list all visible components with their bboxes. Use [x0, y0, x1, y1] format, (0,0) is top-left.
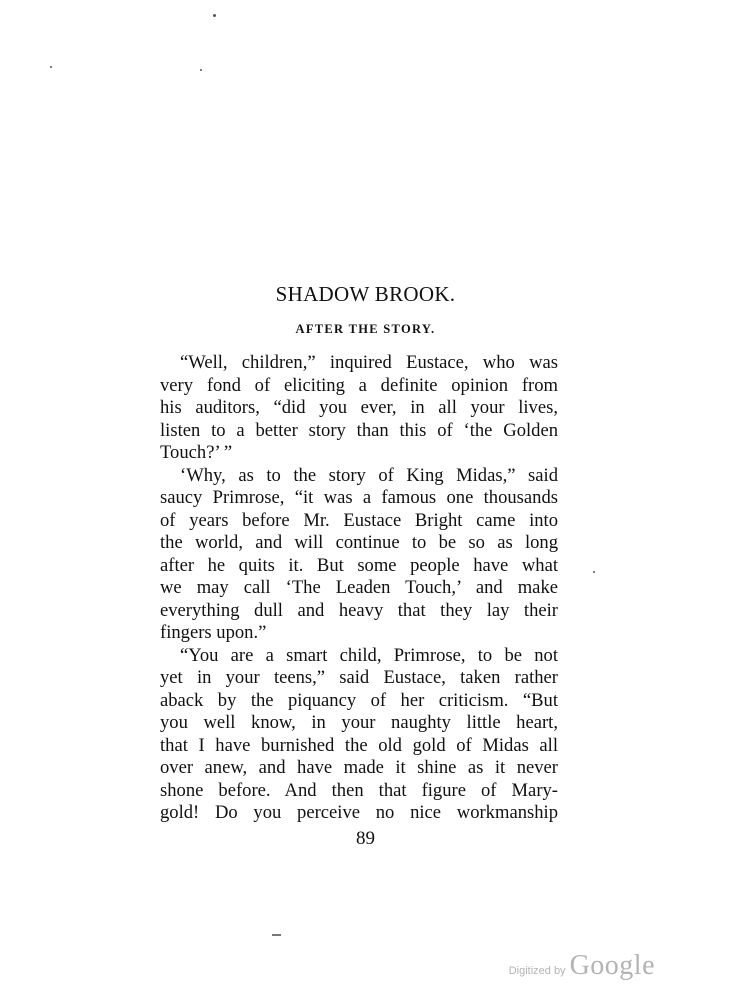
scan-speck — [593, 571, 595, 573]
text-line: of years before Mr. Eustace Bright came into — [160, 509, 558, 531]
text-line: saucy Primrose, “it was a famous one thousands — [160, 487, 558, 508]
page-number: 89 — [356, 828, 375, 849]
text-line: we may call ‘The Leaden Touch,’ and make — [160, 577, 558, 598]
text-line: you well know, in your naughty little heart, — [160, 712, 558, 733]
text-line: his auditors, “did you ever, in all your lives, — [160, 397, 558, 418]
text-line: the world, and will continue to be so as long — [160, 532, 558, 553]
text-line: “You are a smart child, Primrose, to be not — [180, 644, 558, 666]
text-line: aback by the piquancy of her criticism. “But — [160, 689, 558, 711]
scan-mark — [272, 934, 281, 936]
text-line: Touch?’ ” — [160, 442, 233, 463]
text-line: over anew, and have made it shine as it never — [160, 757, 558, 778]
body-text — [160, 352, 558, 825]
text-line: after he quits it. But some people have what — [160, 554, 558, 576]
text-line: everything dull and heavy that they lay their — [160, 599, 558, 621]
text-line: ‘Why, as to the story of King Midas,” said — [180, 464, 558, 486]
text-line: fingers upon.” — [160, 622, 267, 643]
section-heading: AFTER THE STORY. — [295, 322, 436, 336]
text-line: shone before. And then that figure of Mary- — [160, 779, 558, 801]
text-line: listen to a better story than this of ‘the Golden — [160, 419, 558, 441]
digitized-watermark — [509, 950, 655, 982]
text-line: that I have burnished the old gold of Midas all — [160, 734, 558, 756]
watermark-brand: Google — [569, 950, 655, 981]
scan-speck — [200, 69, 202, 71]
watermark-prefix: Digitized by — [508, 965, 566, 977]
scan-speck — [50, 66, 52, 68]
text-line: yet in your teens,” said Eustace, taken rather — [160, 667, 558, 688]
text-line: very fond of eliciting a definite opinion from — [160, 374, 558, 396]
text-line: gold! Do you perceive no nice workmanship — [160, 802, 558, 823]
scan-speck — [213, 14, 216, 17]
running-title: SHADOW BROOK. — [275, 282, 456, 306]
text-line: “Well, children,” inquired Eustace, who was — [180, 352, 558, 373]
